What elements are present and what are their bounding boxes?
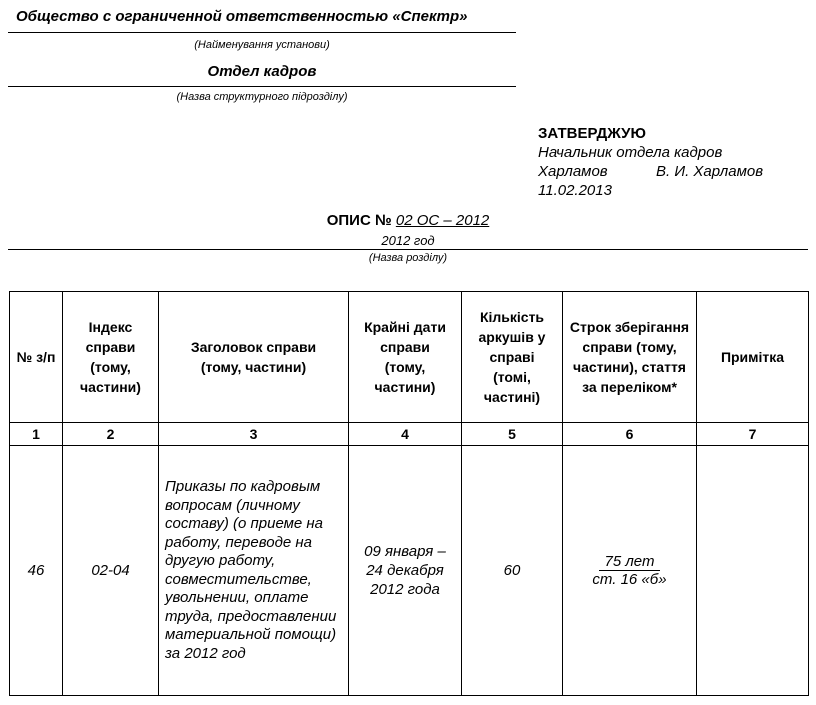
approval-signature: Харламов	[538, 163, 608, 180]
approval-position: Начальник отдела кадров	[538, 144, 723, 161]
header-col-4: Крайні дати справи (тому, частини)	[349, 292, 462, 423]
header-col-3: Заголовок справи (тому, частини)	[159, 292, 349, 423]
header-col-2: Індекс справи (тому, частини)	[63, 292, 159, 423]
cell-sheets: 60	[462, 446, 563, 696]
header-col-5: Кількість аркушів у справі (томі, частині)	[462, 292, 563, 423]
organization-name: Общество с ограниченной ответственностью «Спектр»	[16, 8, 468, 25]
column-number: 4	[349, 423, 462, 446]
cell-index: 02-04	[63, 446, 159, 696]
column-number: 5	[462, 423, 563, 446]
inventory-number: 02 ОС – 2012	[395, 212, 490, 229]
cell-title: Приказы по кадровым вопросам (личному составу) (о приеме на работу, переводе на другую работу, совместительстве, увольнении, оплате труда, предоставлении материальной помощи) за 2012 год	[159, 446, 349, 696]
table-row	[10, 446, 809, 696]
cell-dates: 09 января – 24 декабря 2012 года	[349, 446, 462, 696]
inventory-title	[0, 212, 816, 229]
term-article: ст. 16 «б»	[592, 571, 667, 588]
department-caption: (Назва структурного підрозділу)	[176, 91, 348, 103]
header-col-7: Примітка	[697, 292, 809, 423]
column-number: 7	[697, 423, 809, 446]
approval-block	[538, 124, 763, 200]
column-numbers-row	[10, 423, 809, 446]
cell-note	[697, 446, 809, 696]
section-caption: (Назва розділу)	[368, 252, 448, 264]
cell-term	[563, 446, 697, 696]
approval-title: ЗАТВЕРДЖУЮ	[538, 125, 646, 142]
term-years: 75 лет	[599, 553, 661, 571]
inventory-table	[9, 291, 809, 696]
cell-no: 46	[10, 446, 63, 696]
column-number: 6	[563, 423, 697, 446]
column-number: 3	[159, 423, 349, 446]
column-number: 2	[63, 423, 159, 446]
inventory-title-prefix: ОПИС №	[326, 212, 392, 229]
department-name: Отдел кадров	[207, 63, 317, 80]
header-col-1: № з/п	[10, 292, 63, 423]
department-underline	[8, 86, 516, 87]
inventory-section: 2012 год	[381, 233, 435, 248]
approval-date: 11.02.2013	[538, 182, 612, 199]
organization-underline	[8, 32, 516, 33]
column-number: 1	[10, 423, 63, 446]
section-underline	[8, 249, 808, 250]
approval-name: В. И. Харламов	[656, 163, 764, 180]
organization-caption: (Найменування установи)	[194, 39, 330, 51]
table-header-row	[10, 292, 809, 423]
header-col-6: Строк зберігання справи (тому, частини), стаття за переліком*	[563, 292, 697, 423]
